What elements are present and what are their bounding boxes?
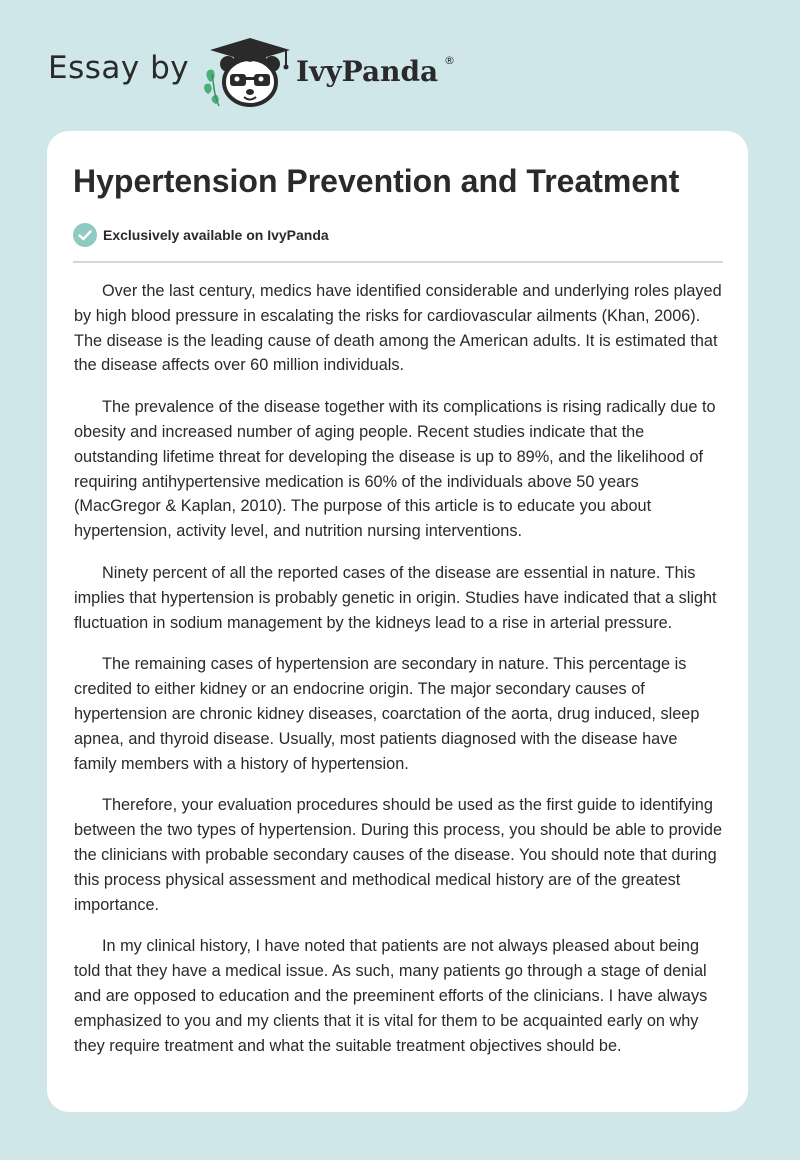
panda-graduate-logo-icon[interactable] xyxy=(200,34,296,110)
check-circle-icon xyxy=(73,223,97,247)
paragraph: In my clinical history, I have noted that patients are not always pleased about being told that they have a medical issue. As such, many patients go through a stage of denial and are opposed to education and the preeminent efforts of the clinicians. I have always emphasized to you and my clients that it is vital for them to be acquainted early on why they require treatment and what the suitable treatment objectives should be. xyxy=(74,937,708,1055)
article-card xyxy=(47,131,748,1112)
exclusive-badge-label: Exclusively available on IvyPanda xyxy=(103,227,329,243)
essay-by-label: Essay by xyxy=(48,50,190,86)
paragraph: The remaining cases of hypertension are secondary in nature. This percentage is credited to either kidney or an endocrine origin. The major secondary causes of hypertension are chronic kidney diseases, coarctation of the aorta, drug induced, sleep apnea, and thyroid disease. Usually, most patients diagnosed with the disease have family members with a history of hypertension. xyxy=(74,655,700,773)
brand-name[interactable]: IvyPanda xyxy=(296,55,439,88)
paragraph: Over the last century, medics have identified considerable and underlying roles played by high blood pressure in escalating the risks for cardiovascular ailments (Khan, 2006). The disease is the leading cause of death among the American adults. It is estimated that the disease affects over 60 million individuals. xyxy=(74,282,722,375)
paragraph: Ninety percent of all the reported cases of the disease are essential in nature. This implies that hypertension is probably genetic in origin. Studies have indicated that a slight fluctuation in sodium management by the kidneys lead to a rise in arterial pressure. xyxy=(74,563,717,632)
paragraph: Therefore, your evaluation procedures should be used as the first guide to identifying between the two types of hypertension. During this process, you should be able to provide the clinicians with probable secondary causes of the disease. You should note that during this process physical assessment and methodical medical history are of the greatest importance. xyxy=(74,796,723,914)
page-title: Hypertension Prevention and Treatment xyxy=(73,163,680,199)
paragraph: The prevalence of the disease together with its complications is rising radically due to obesity and increased number of aging people. Recent studies indicate that the outstanding lifetime threat for developing the disease is up to 89%, and the likelihood of requiring antihypertensive medication is 60% of the individuals above 50 years (MacGregor & Kaplan, 2010). The purpose of this article is to educate you about hypertension, activity level, and nutrition nursing interventions. xyxy=(74,398,716,541)
registered-mark: ® xyxy=(444,54,455,67)
title-divider xyxy=(73,261,723,263)
exclusive-badge xyxy=(73,222,329,248)
site-header xyxy=(0,0,800,130)
article-body xyxy=(74,279,724,1075)
